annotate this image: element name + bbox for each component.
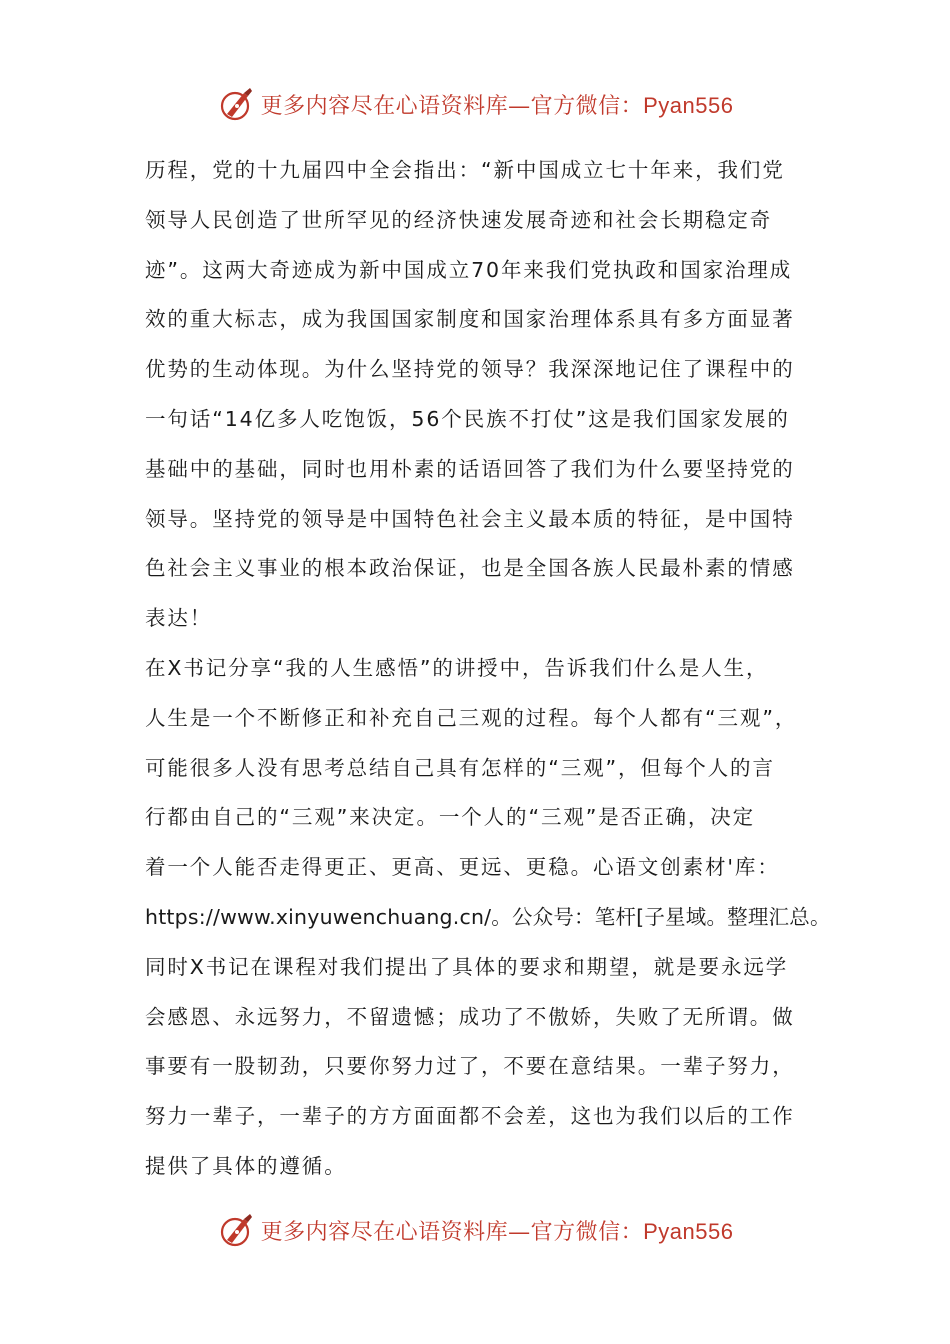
paragraph-line: 基础中的基础，同时也用朴素的话语回答了我们为什么要坚持党的: [145, 456, 795, 481]
paragraph-line: 效的重大标志，成为我国国家制度和国家治理体系具有多方面显著: [145, 307, 795, 332]
paragraph-line: 优势的生动体现。为什么坚持党的领导？我深深地记住了课程中的: [145, 357, 795, 382]
header-banner-label: 更多内容尽在心语资料库—官方微信：: [260, 93, 644, 119]
header-banner-handle: Pyan556: [643, 92, 734, 118]
paragraph-line: 历程，党的十九届四中全会指出：“新中国成立七十年来，我们党: [145, 158, 785, 182]
paragraph-line: 努力一辈子，一辈子的方方面面都不会差，这也为我们以后的工作: [145, 1104, 795, 1129]
pen-nib-logo-icon: [217, 1210, 257, 1250]
paragraph-line: 一句话“14亿多人吃饱饭，56个民族不打仗”这是我们国家发展的: [145, 406, 790, 431]
paragraph-line: 同时X书记在课程对我们提出了具体的要求和期望，就是要永远学: [145, 954, 789, 979]
paragraph-line: 人生是一个不断修正和补充自己三观的过程。每个人都有“三观”，: [145, 705, 798, 730]
footer-banner-text: [261, 1215, 734, 1246]
paragraph-line: 行都由自己的“三观”来决定。一个人的“三观”是否正确，决定: [145, 805, 756, 830]
paragraph-line-url: https://www.xinyuwenchuang.cn/。公众号：笔杆[子星域。整理汇总。: [145, 904, 831, 929]
document-body: [145, 146, 845, 1192]
paragraph-line: 色社会主义事业的根本政治保证，也是全国各族人民最朴素的情感: [145, 556, 795, 581]
paragraph-line: 在X书记分享“我的人生感悟”的讲授中，告诉我们什么是人生，: [145, 655, 769, 680]
paragraph-line: 着一个人能否走得更正、更高、更远、更稳。心语文创素材'库：: [145, 855, 780, 880]
paragraph-line: 事要有一股韧劲，只要你努力过了，不要在意结果。一辈子努力，: [145, 1054, 795, 1079]
paragraph-line: 会感恩、永远努力，不留遗憾；成功了不傲娇，失败了无所谓。做: [145, 1004, 795, 1029]
paragraph-line: 提供了具体的遵循。: [145, 1153, 347, 1178]
pen-nib-logo-icon: [217, 84, 257, 124]
paragraph-line: 领导。坚持党的领导是中国特色社会主义最本质的特征，是中国特: [145, 506, 795, 531]
footer-banner-handle: Pyan556: [643, 1218, 734, 1244]
paragraph-line: 可能很多人没有思考总结自己具有怎样的“三观”，但每个人的言: [145, 755, 775, 780]
header-banner: [0, 82, 950, 126]
footer-banner-label: 更多内容尽在心语资料库—官方微信：: [260, 1219, 644, 1245]
paragraph-line: 表达！: [145, 606, 213, 631]
paragraph-line: 迹”。这两大奇迹成为新中国成立70年来我们党执政和国家治理成: [145, 257, 793, 282]
paragraph-line: 领导人民创造了世所罕见的经济快速发展奇迹和社会长期稳定奇: [145, 207, 773, 232]
footer-banner: [0, 1208, 950, 1252]
header-banner-text: [261, 89, 734, 120]
